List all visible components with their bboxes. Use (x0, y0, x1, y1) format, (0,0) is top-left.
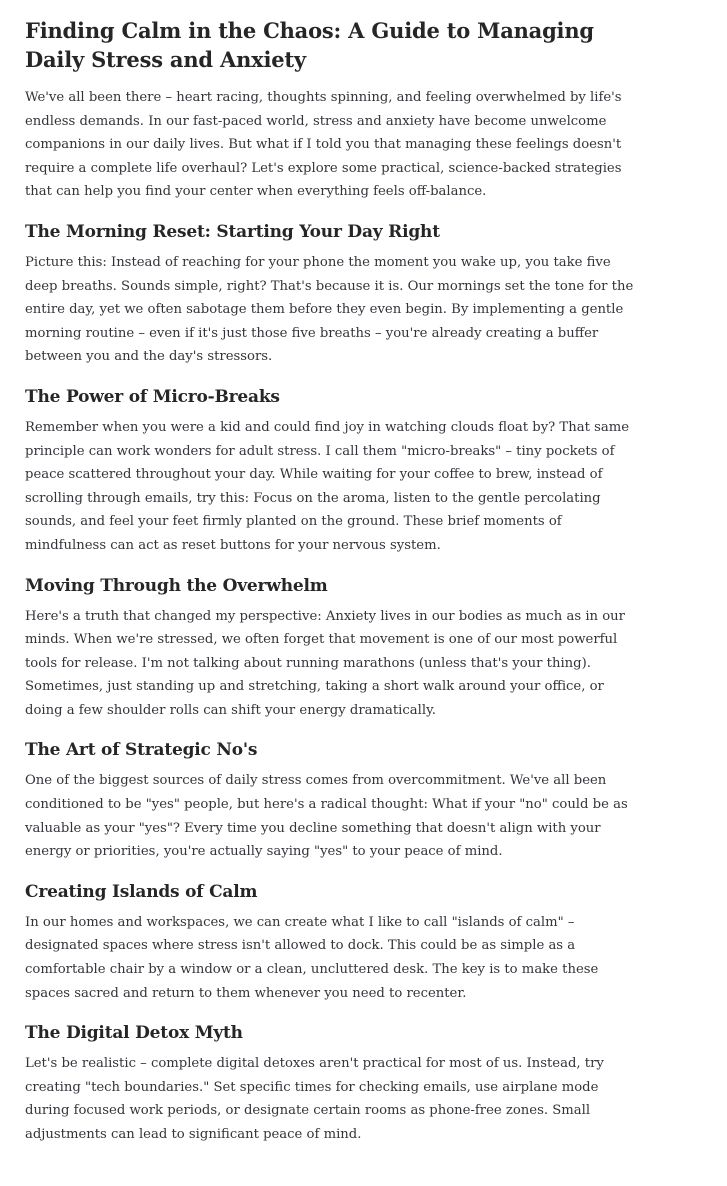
section-digital-detox (25, 1021, 645, 1146)
section-heading: The Art of Strategic No's (25, 740, 258, 761)
section-body: Let's be realistic – complete digital detoxes aren't practical for most of us. Instead, try creating "tech boundaries." Set specific times for checking emails, use airplane mode during focused work periods, or designate certain rooms as phone-free zones. Small adjustments can lead to significant peace of mind. (25, 1056, 604, 1142)
section-micro-breaks (25, 385, 645, 558)
section-strategic-nos (25, 738, 645, 863)
section-body: Remember when you were a kid and could find joy in watching clouds float by? That same principle can work wonders for adult stress. I call them "micro-breaks" – tiny pockets of peace scattered throughout your day. While waiting for your coffee to brew, instead of scrolling through emails, try this: Focus on the aroma, listen to the gentle percolating sounds, and feel your feet firmly planted on the ground. These brief moments of mindfulness can act as reset buttons for your nervous system. (25, 419, 630, 553)
section-heading: The Morning Reset: Starting Your Day Right (25, 221, 440, 242)
section-body: In our homes and workspaces, we can create what I like to call "islands of calm" – designated spaces where stress isn't allowed to dock. This could be as simple as a comfortable chair by a window or a clean, uncluttered desk. The key is to make these spaces sacred and return to them whenever you need to recenter. (25, 914, 599, 1001)
section-morning-reset (25, 220, 645, 369)
section-body: Here's a truth that changed my perspective: Anxiety lives in our bodies as much as in our minds. When we're stressed, we often forget that movement is one of our most powerful tools for release. I'm not talking about running marathons (unless that's your thing). Sometimes, just standing up and stretching, taking a short walk around your office, or doing a few shoulder rolls can shift your energy dramatically. (25, 608, 625, 718)
section-heading: The Digital Detox Myth (25, 1023, 243, 1044)
section-body: Picture this: Instead of reaching for your phone the moment you wake up, you take five deep breaths. Sounds simple, right? That's because it is. Our mornings set the tone for the entire day, yet we often sabotage them before they even begin. By implementing a gentle morning routine – even if it's just those five breaths – you're already creating a buffer between you and the day's stressors. (25, 254, 634, 365)
section-islands-of-calm (25, 880, 645, 1005)
article-title: Finding Calm in the Chaos: A Guide to Managing Daily Stress and Anxiety (25, 18, 594, 72)
section-body: One of the biggest sources of daily stress comes from overcommitment. We've all been conditioned to be "yes" people, but here's a radical thought: What if your "no" could be as valuable as your "yes"? Every time you decline something that doesn't align with your energy or priorities, you're actually saying "yes" to your peace of mind. (25, 773, 628, 860)
section-heading: The Power of Micro-Breaks (25, 386, 280, 407)
article-intro: We've all been there – heart racing, thoughts spinning, and feeling overwhelmed by life's endless demands. In our fast-paced world, stress and anxiety have become unwelcome companions in our daily lives. But what if I told you that managing these feelings doesn't require a complete life overhaul? Let's explore some practical, science-backed strategies that can help you find your center when everything feels off-balance. (25, 90, 622, 200)
section-heading: Moving Through the Overwhelm (25, 575, 328, 596)
section-moving-through-overwhelm (25, 574, 645, 723)
section-heading: Creating Islands of Calm (25, 881, 258, 902)
